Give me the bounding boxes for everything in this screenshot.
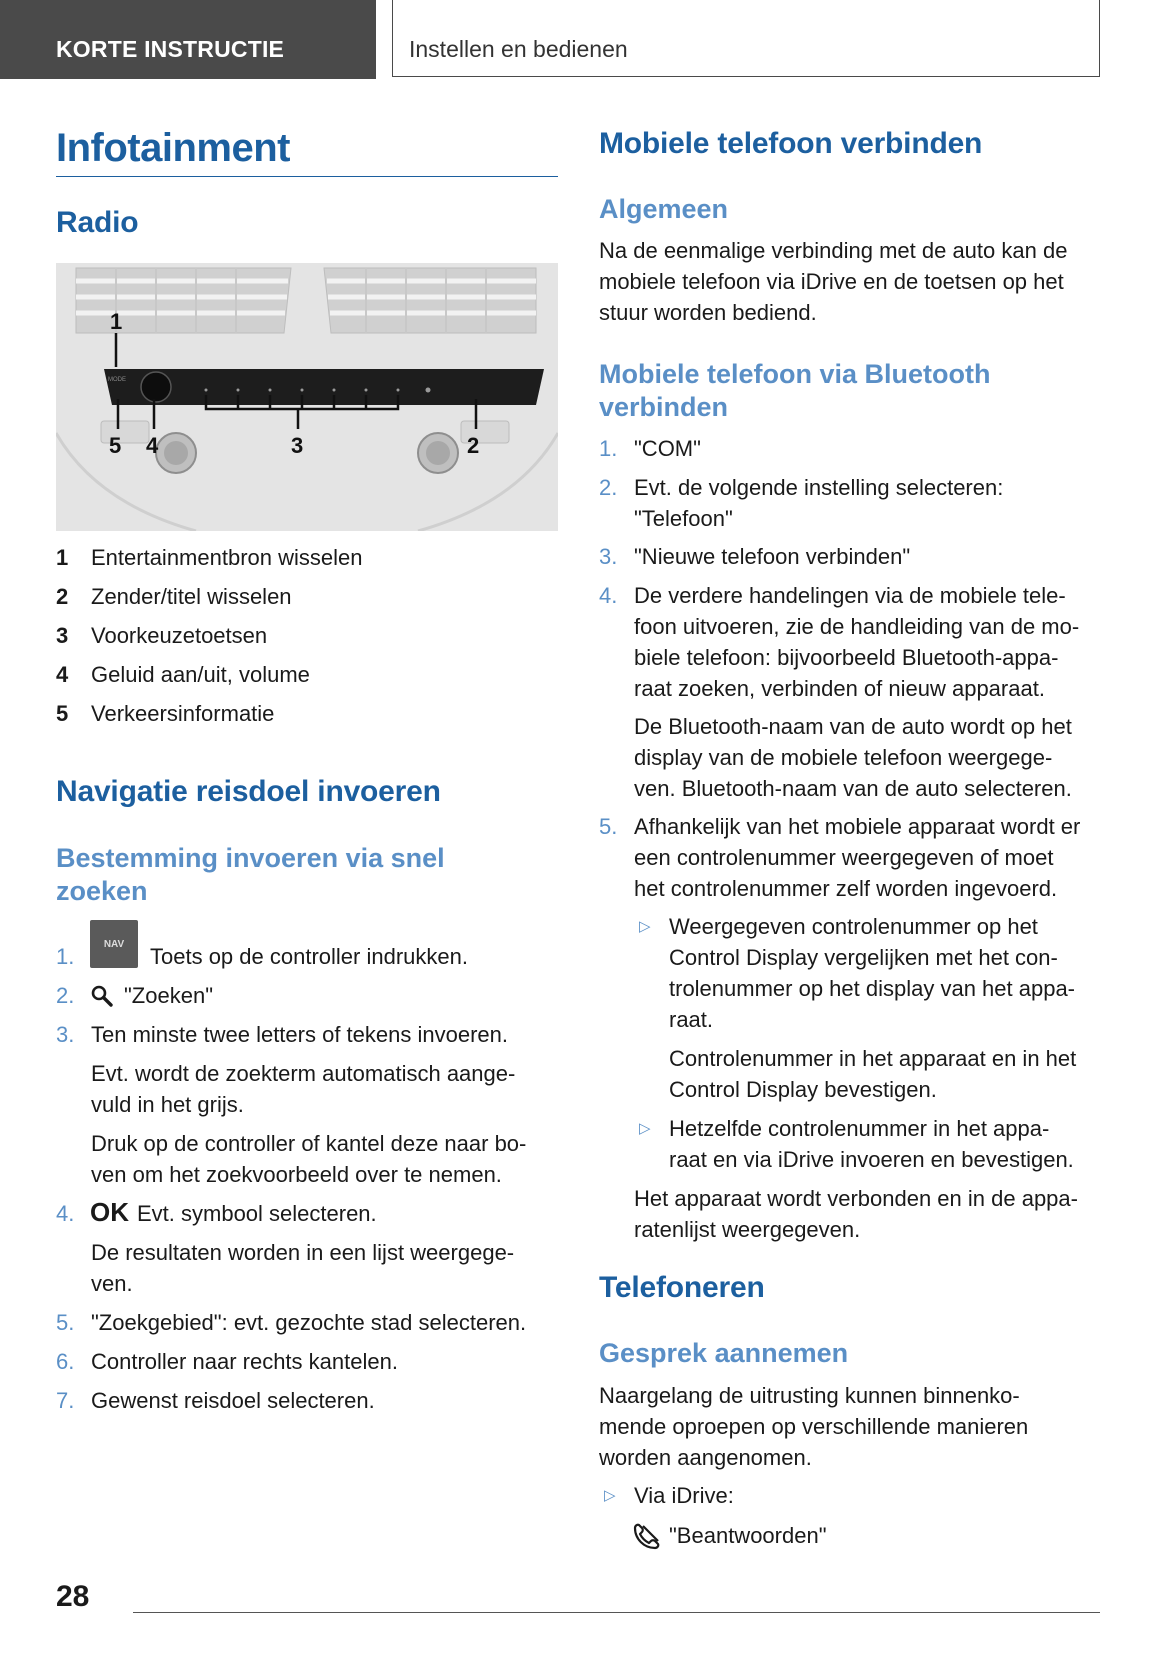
title-divider xyxy=(56,176,558,177)
algemeen-text: Na de eenmalige verbinding met de auto kan de mobiele telefoon via iDrive en de toetsen op het stuur worden bediend. xyxy=(599,238,1068,325)
step-number: 3. xyxy=(56,1022,75,1047)
nav-step-7: Gewenst reisdoel selecteren. xyxy=(91,1388,375,1413)
phone-handset-icon xyxy=(632,1522,662,1550)
nav-heading: Navigatie reisdoel invoeren xyxy=(56,775,441,808)
telefoneren-heading: Telefoneren xyxy=(599,1271,765,1304)
search-icon xyxy=(90,984,114,1008)
legend-number: 2 xyxy=(56,584,69,609)
legend-number: 1 xyxy=(56,545,69,570)
step-number: 3. xyxy=(599,544,618,569)
legend-text: Geluid aan/uit, volume xyxy=(91,662,310,687)
callout-1: 1 xyxy=(110,309,123,334)
step-number: 1. xyxy=(599,436,618,461)
chapter-tab xyxy=(392,0,1100,77)
bt-step-4: De verdere handelingen via de mobiele tele- foon uitvoeren, zie de handleiding van de mo- biele telefoon: bijvoorbeeld Bluetooth-appa- raat zoeken, verbinden of nieuw apparaat. xyxy=(634,583,1080,701)
step-number: 6. xyxy=(56,1349,75,1374)
chapter-label: Instellen en bedienen xyxy=(409,36,628,62)
step-number: 4. xyxy=(599,583,618,608)
nav-subheading-line: zoeken xyxy=(56,876,148,906)
page-number: 28 xyxy=(56,1580,90,1613)
step-number: 7. xyxy=(56,1388,75,1413)
bullet-triangle-icon: ▷ xyxy=(604,1487,616,1504)
nav-step-2: "Zoeken" xyxy=(124,983,213,1008)
bt-step-5: Afhankelijk van het mobiele apparaat wordt er een controlenummer weergegeven of moet het controlenummer zelf worden ingevoerd. xyxy=(634,814,1081,901)
nav-step-1: Toets op de controller indrukken. xyxy=(150,944,468,969)
callout-5: 5 xyxy=(109,433,122,458)
legend-text: Entertainmentbron wisselen xyxy=(91,545,363,570)
section-tab xyxy=(0,0,376,79)
algemeen-heading: Algemeen xyxy=(599,194,729,224)
bt-step-2: Evt. de volgende instelling selecteren: "Telefoon" xyxy=(634,475,1004,531)
callout-4: 4 xyxy=(146,433,159,458)
nav-step-6: Controller naar rechts kantelen. xyxy=(91,1349,398,1374)
nav-step-3: Ten minste twee letters of tekens invoeren. xyxy=(91,1022,508,1047)
legend-number: 5 xyxy=(56,701,69,726)
beantwoorden: "Beantwoorden" xyxy=(669,1523,827,1548)
legend-text: Zender/titel wisselen xyxy=(91,584,292,609)
step-number: 2. xyxy=(56,983,75,1008)
gesprek-text: Naargelang de uitrusting kunnen binnenko- mende oproepen op verschillende manieren worden aangenomen. xyxy=(599,1383,1029,1470)
footer-divider xyxy=(133,1612,1100,1613)
bt-conclusion: Het apparaat wordt verbonden en in de appa- ratenlijst weergegeven. xyxy=(634,1186,1078,1242)
gesprek-heading: Gesprek aannemen xyxy=(599,1338,849,1368)
legend-number: 4 xyxy=(56,662,69,687)
radio-panel-illustration xyxy=(56,263,558,531)
callout-2: 2 xyxy=(467,433,480,458)
ok-icon: OK xyxy=(90,1197,129,1227)
callout-3: 3 xyxy=(291,433,304,458)
bullet-triangle-icon: ▷ xyxy=(639,1120,651,1137)
legend-number: 3 xyxy=(56,623,69,648)
step-number: 5. xyxy=(56,1310,75,1335)
step-number: 4. xyxy=(56,1201,75,1226)
legend-text: Verkeersinformatie xyxy=(91,701,275,726)
nav-step-4: Evt. symbool selecteren. xyxy=(137,1201,377,1226)
nav-step-3-note: Druk op de controller of kantel deze naar bo- ven om het zoekvoorbeeld over te nemen. xyxy=(91,1131,527,1187)
nav-subheading xyxy=(56,842,445,908)
nav-step-5: "Zoekgebied": evt. gezochte stad selecteren. xyxy=(91,1310,527,1335)
bt-bullet-2: Hetzelfde controlenummer in het appa- raat en via iDrive invoeren en bevestigen. xyxy=(669,1116,1074,1172)
bullet-triangle-icon: ▷ xyxy=(639,918,651,935)
bt-step-4-note: De Bluetooth-naam van de auto wordt op het display van de mobiele telefoon weergege- ven. Bluetooth-naam van de auto selecteren. xyxy=(634,714,1072,801)
nav-subheading-line: Bestemming invoeren via snel xyxy=(56,843,445,873)
step-number: 2. xyxy=(599,475,618,500)
step-number: 1. xyxy=(56,944,75,969)
nav-step-3-note: Evt. wordt de zoekterm automatisch aange- vuld in het grijs. xyxy=(91,1061,516,1117)
section-label: KORTE INSTRUCTIE xyxy=(56,36,285,62)
radio-panel-figure xyxy=(56,263,558,531)
legend-text: Voorkeuzetoetsen xyxy=(91,623,268,648)
radio-heading: Radio xyxy=(56,206,139,239)
nav-button-icon: NAV xyxy=(90,920,138,968)
via-idrive: Via iDrive: xyxy=(634,1483,734,1508)
bluetooth-heading: Mobiele telefoon via Bluetooth verbinden xyxy=(599,359,991,422)
phone-heading: Mobiele telefoon verbinden xyxy=(599,127,983,160)
svg-text:MODE: MODE xyxy=(108,377,126,383)
bt-step-3: "Nieuwe telefoon verbinden" xyxy=(634,544,911,569)
bt-step-1: "COM" xyxy=(634,436,701,461)
bt-bullet-1: Weergegeven controlenummer op het Control Display vergelijken met het con- trolenummer op het display van het appa- raat. xyxy=(669,914,1076,1032)
step-number: 5. xyxy=(599,814,618,839)
bt-bullet-1-note: Controlenummer in het apparaat en in het Control Display bevestigen. xyxy=(669,1046,1077,1102)
page-title: Infotainment xyxy=(56,126,290,170)
nav-step-4-note: De resultaten worden in een lijst weergege- ven. xyxy=(91,1240,515,1296)
